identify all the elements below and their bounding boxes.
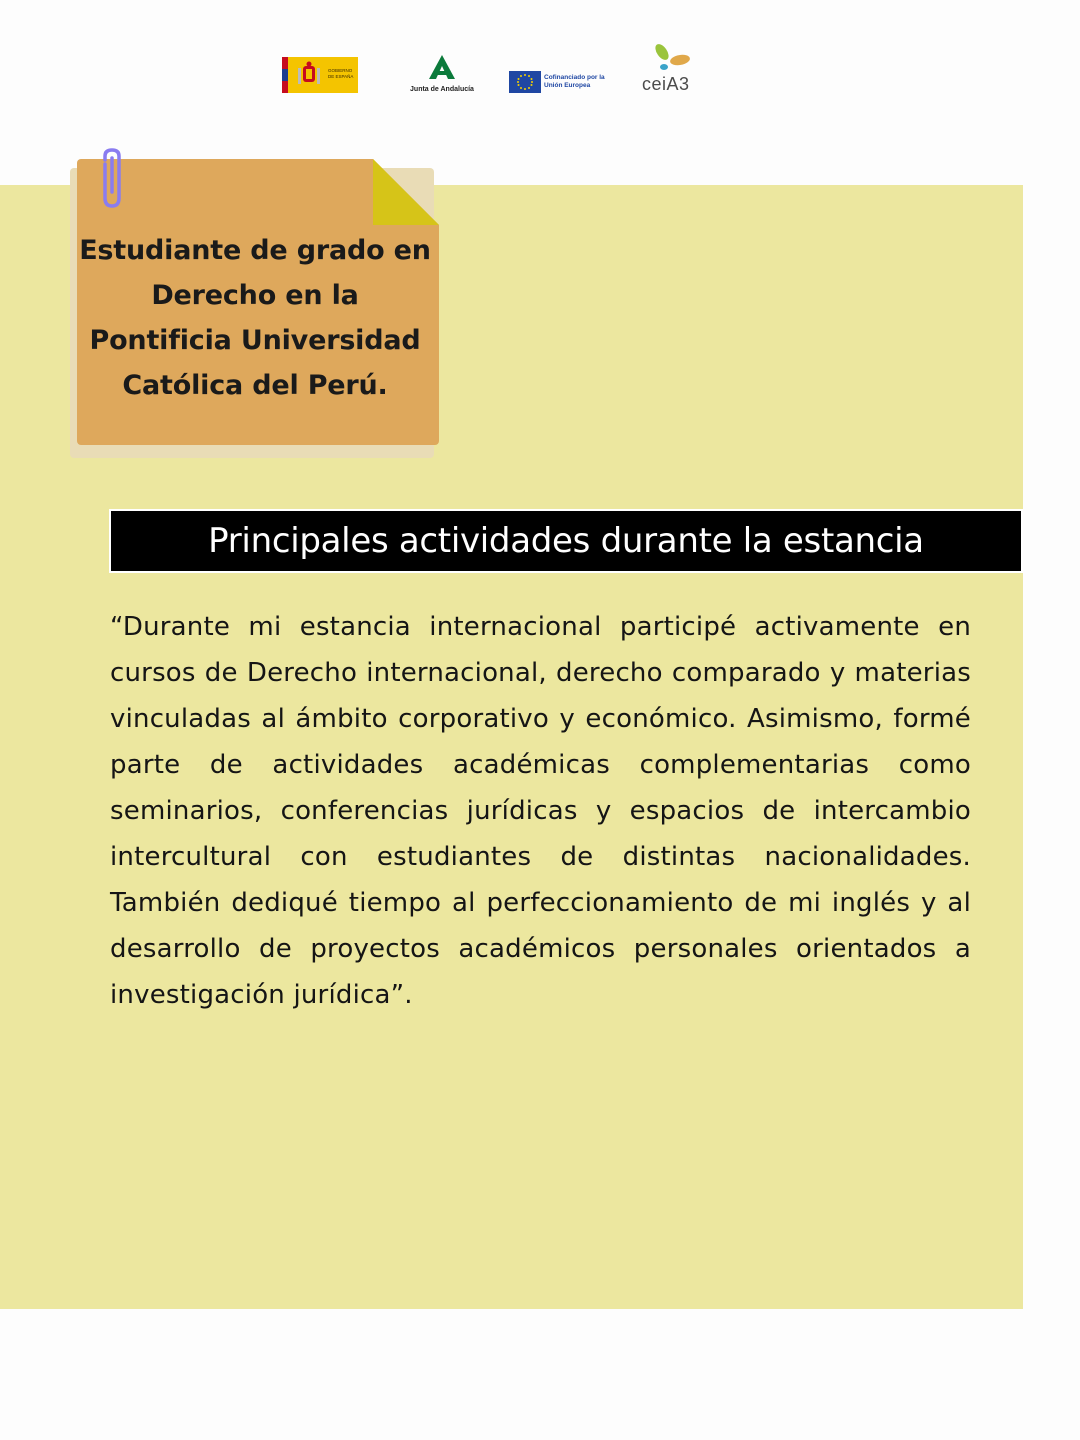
junta-text: Junta de Andalucía bbox=[410, 86, 474, 93]
ceia3-text: ceiA3 bbox=[642, 74, 690, 94]
coat-of-arms-icon bbox=[294, 60, 324, 90]
student-description: Estudiante de grado en Derecho en la Pontificia Universidad Católica del Perú. bbox=[79, 235, 431, 401]
ceia3-leaves-icon bbox=[634, 40, 706, 76]
junta-andalucia-logo bbox=[402, 54, 482, 96]
eu-cofinanciado-logo bbox=[509, 70, 609, 94]
junta-a-icon bbox=[428, 54, 456, 80]
logo-strip bbox=[272, 40, 712, 110]
gobierno-espana-logo bbox=[282, 57, 358, 93]
eu-text: Cofinanciado por la Unión Europea bbox=[544, 74, 605, 89]
paperclip-icon bbox=[96, 146, 128, 212]
section-heading: Principales actividades durante la estancia bbox=[109, 509, 1023, 573]
testimonial-quote: “Durante mi estancia internacional participé activamente en cursos de Derecho internacional, derecho comparado y materias vinculadas al ámbito corporativo y económico. Asimismo, formé parte de actividades académicas complementarias como seminarios, conferencias jurídicas y espacios de intercambio intercultural con estudiantes de distintas nacionalidades. También dediqué tiempo al perfeccionamiento de mi inglés y al desarrollo de proyectos académicos personales orientados a investigación jurídica”. bbox=[110, 612, 971, 1010]
ceia3-logo bbox=[634, 40, 706, 110]
eu-flag-icon bbox=[509, 71, 541, 93]
gobierno-text: GOBIERNO DE ESPAÑA bbox=[328, 68, 354, 79]
